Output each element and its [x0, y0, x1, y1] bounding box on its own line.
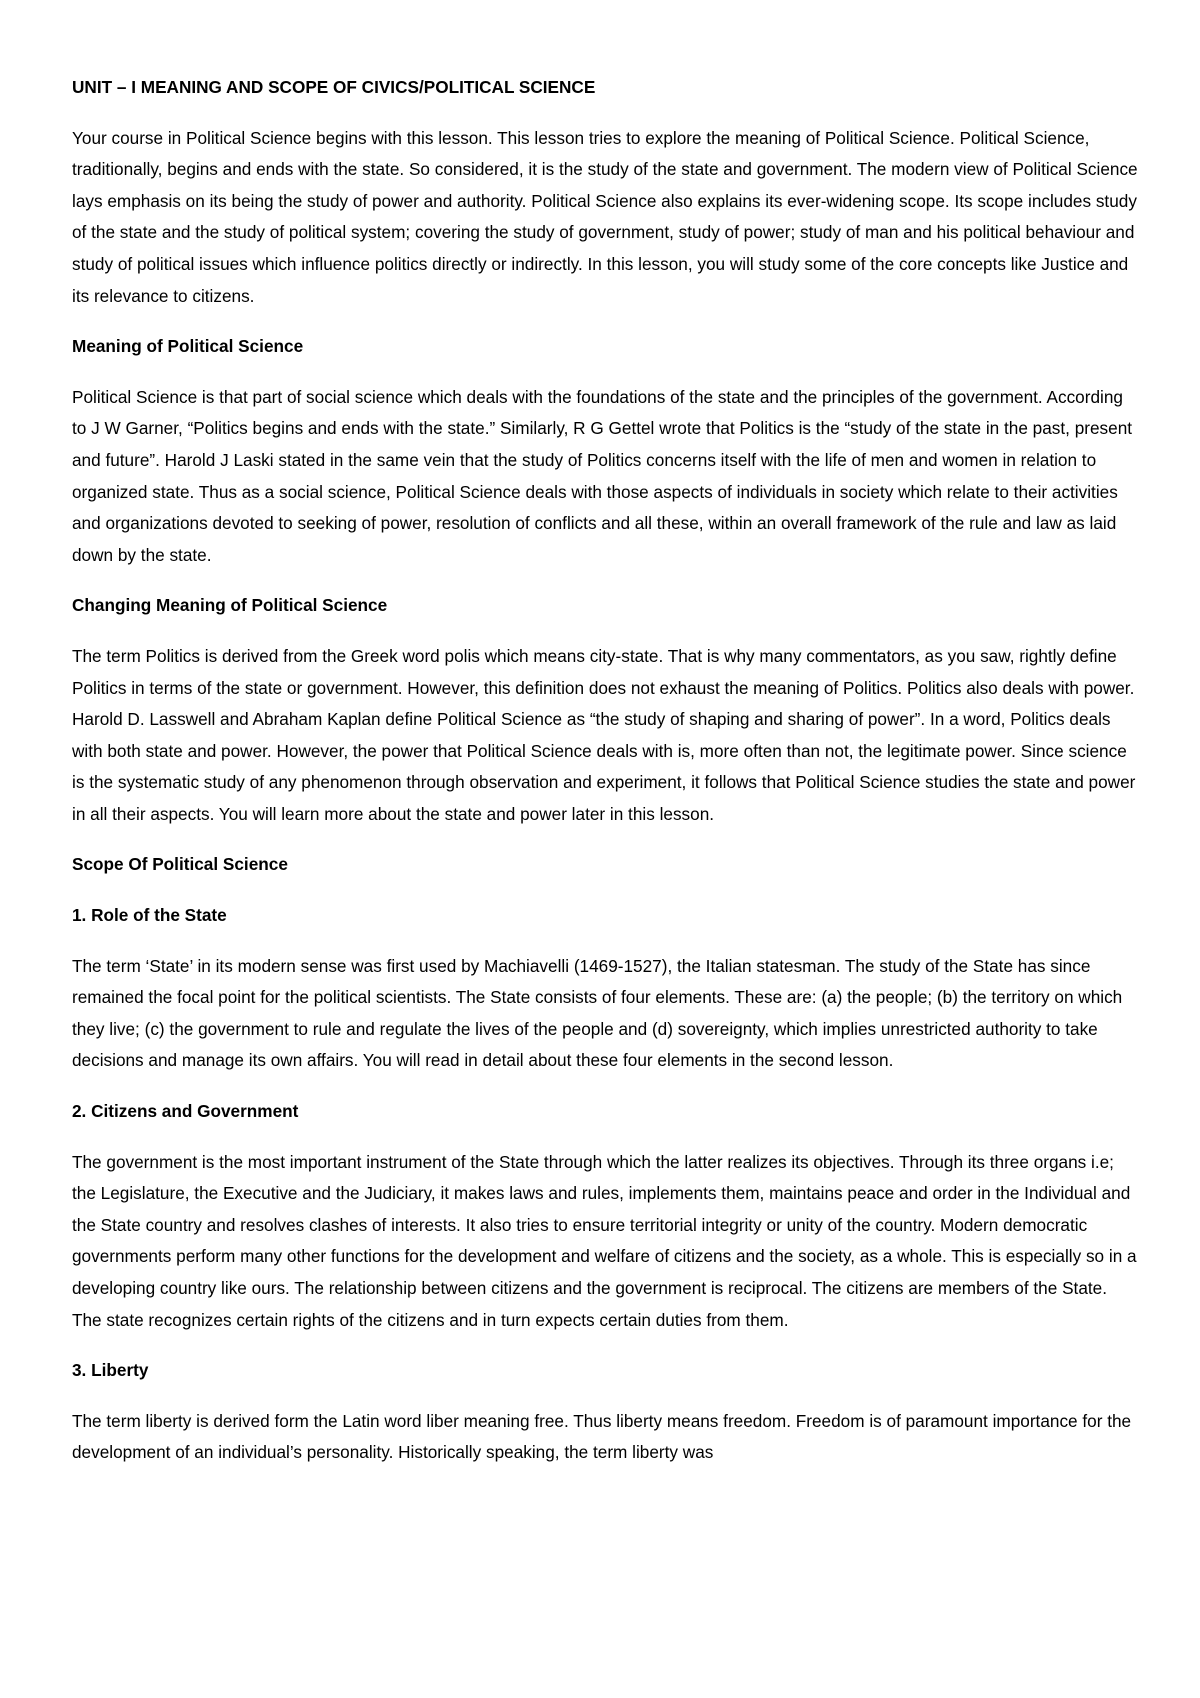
section-heading-liberty: 3. Liberty	[72, 1360, 149, 1381]
section-body-meaning: Political Science is that part of social science which deals with the foundations of the state and the principles of the government. According to J W Garner, “Politics begins and ends with the state.” Similarly, R G Gettel wrote that Politics is the “study of the state in the past, present and future”. Harold J Laski stated in the same vein that the study of Politics concerns itself with the life of men and women in relation to organized state. Thus as a social science, Political Science deals with those aspects of individuals in society which relate to their activities and organizations devoted to seeking of power, resolution of conflicts and all these, within an overall framework of the rule and law as laid down by the state.	[72, 386, 1133, 565]
section-heading-role-of-state: 1. Role of the State	[72, 905, 227, 926]
section-heading-citizens-government: 2. Citizens and Government	[72, 1101, 299, 1122]
section-body-changing-meaning: The term Politics is derived from the Greek word polis which means city-state. That is why many commentators, as you saw, rightly define Politics in terms of the state or government. However, this definition does not exhaust the meaning of Politics. Politics also deals with power. Harold D. Lasswell and Abraham Kaplan define Political Science as “the study of shaping and sharing of power”. In a word, Politics deals with both state and power. However, the power that Political Science deals with is, more often than not, the legitimate power. Since science is the systematic study of any phenomenon through observation and experiment, it follows that Political Science studies the state and power in all their aspects. You will learn more about the state and power later in this lesson.	[72, 645, 1136, 824]
section-body-liberty: The term liberty is derived form the Latin word liber meaning free. Thus liberty means freedom. Freedom is of paramount importance for the development of an individual’s personality. Historically speaking, the term liberty was	[72, 1410, 1132, 1463]
section-body-role-of-state: The term ‘State’ in its modern sense was first used by Machiavelli (1469-1527), the Italian statesman. The study of the State has since remained the focal point for the political scientists. The State consists of four elements. These are: (a) the people; (b) the territory on which they live; (c) the government to rule and regulate the lives of the people and (d) sovereignty, which implies unrestricted authority to take decisions and manage its own affairs. You will read in detail about these four elements in the second lesson.	[72, 955, 1123, 1071]
section-heading-scope: Scope Of Political Science	[72, 854, 288, 875]
document-page	[72, 72, 1138, 1469]
document-title: UNIT – I MEANING AND SCOPE OF CIVICS/POLITICAL SCIENCE	[72, 77, 596, 97]
section-heading-changing-meaning: Changing Meaning of Political Science	[72, 595, 388, 616]
section-body-citizens-government: The government is the most important instrument of the State through which the latter realizes its objectives. Through its three organs i.e; the Legislature, the Executive and the Judiciary, it makes laws and rules, implements them, maintains peace and order in the Individual and the State country and resolves clashes of interests. It also tries to ensure territorial integrity or unity of the country. Modern democratic governments perform many other functions for the development and welfare of citizens and the society, as a whole. This is especially so in a developing country like ours. The relationship between citizens and the government is reciprocal. The citizens are members of the State. The state recognizes certain rights of the citizens and in turn expects certain duties from them.	[72, 1151, 1137, 1330]
intro-paragraph: Your course in Political Science begins with this lesson. This lesson tries to explore the meaning of Political Science. Political Science, traditionally, begins and ends with the state. So considered, it is the study of the state and government. The modern view of Political Science lays emphasis on its being the study of power and authority. Political Science also explains its ever-widening scope. Its scope includes study of the state and the study of political system; covering the study of government, study of power; study of man and his political behaviour and study of political issues which influence politics directly or indirectly. In this lesson, you will study some of the core concepts like Justice and its relevance to citizens.	[72, 127, 1138, 306]
section-heading-meaning: Meaning of Political Science	[72, 336, 304, 357]
